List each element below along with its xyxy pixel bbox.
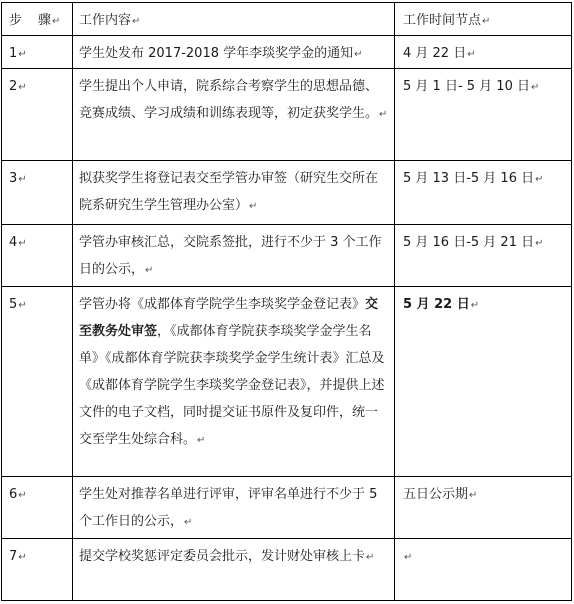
step-number: 7 bbox=[9, 549, 18, 564]
content-text: 学生处对推荐名单进行评审，评审名单进行不少于 5 个工作日的公示， bbox=[79, 487, 378, 529]
step-number: 2 bbox=[9, 79, 18, 94]
step-cell bbox=[2, 539, 73, 601]
table-row bbox=[2, 69, 572, 161]
step-number: 3 bbox=[9, 171, 18, 186]
step-cell bbox=[2, 287, 73, 477]
return-mark-icon: ↵ bbox=[379, 109, 388, 120]
return-mark-icon: ↵ bbox=[52, 16, 61, 27]
return-mark-icon: ↵ bbox=[249, 201, 258, 212]
time-text: 4 月 22 日 bbox=[403, 46, 467, 61]
time-cell bbox=[395, 477, 572, 539]
step-number: 1 bbox=[9, 46, 18, 61]
return-mark-icon: ↵ bbox=[535, 238, 544, 249]
content-cell bbox=[73, 287, 395, 477]
schedule-table bbox=[1, 2, 572, 601]
return-mark-icon: ↵ bbox=[18, 49, 27, 60]
time-text: 5 月 16 日-5 月 21 日 bbox=[403, 235, 535, 250]
table-row bbox=[2, 287, 572, 477]
header-content-label: 工作内容 bbox=[79, 13, 132, 28]
return-mark-icon: ↵ bbox=[535, 174, 544, 185]
return-mark-icon: ↵ bbox=[354, 49, 363, 60]
return-mark-icon: ↵ bbox=[404, 552, 413, 563]
time-cell bbox=[395, 69, 572, 161]
return-mark-icon: ↵ bbox=[18, 552, 27, 563]
content-text: 学管办审核汇总，交院系签批，进行不少于 3 个工作日的公示， bbox=[79, 235, 382, 277]
table-row bbox=[2, 225, 572, 287]
return-mark-icon: ↵ bbox=[470, 300, 480, 311]
time-text: 五日公示期 bbox=[403, 487, 469, 502]
content-text-bold: 交至教务处审签 bbox=[79, 297, 379, 339]
content-text: 学生处发布 2017-2018 学年李琰奖学金的通知 bbox=[79, 46, 354, 61]
return-mark-icon: ↵ bbox=[18, 490, 27, 501]
table-row bbox=[2, 36, 572, 69]
content-cell bbox=[73, 539, 395, 601]
return-mark-icon: ↵ bbox=[530, 82, 540, 93]
content-cell bbox=[73, 36, 395, 69]
header-step-char-1: 步 bbox=[9, 13, 23, 28]
header-time-label: 工作时间节点 bbox=[403, 13, 482, 28]
return-mark-icon: ↵ bbox=[482, 16, 491, 27]
header-step-cell bbox=[2, 3, 73, 36]
return-mark-icon: ↵ bbox=[467, 49, 476, 60]
content-cell bbox=[73, 477, 395, 539]
step-cell bbox=[2, 69, 73, 161]
step-number: 4 bbox=[9, 235, 18, 250]
return-mark-icon: ↵ bbox=[18, 238, 27, 249]
step-number: 6 bbox=[9, 487, 18, 502]
table-row bbox=[2, 539, 572, 601]
time-text: 5 月 13 日-5 月 16 日 bbox=[403, 171, 535, 186]
time-cell bbox=[395, 539, 572, 601]
time-cell bbox=[395, 225, 572, 287]
return-mark-icon: ↵ bbox=[145, 265, 154, 276]
return-mark-icon: ↵ bbox=[132, 16, 141, 27]
content-text: ，《成都体育学院获李琰奖学金学生名单》《成都体育学院获李琰奖学金学生统计表》汇总及《成都体育学院学生李琰奖学金登记表》，并提供上述文件的电子文档，同时提交证书原件及复印件，统一交至学生处综合科。 bbox=[79, 324, 385, 447]
step-cell bbox=[2, 161, 73, 225]
time-text: 5 月 1 日- 5 月 10 日 bbox=[403, 79, 530, 94]
content-text: 拟获奖学生将登记表交至学管办审签（研究生交所在院系研究生学生管理办公室） bbox=[79, 171, 379, 213]
table-row bbox=[2, 161, 572, 225]
step-number: 5 bbox=[9, 297, 18, 312]
table-row bbox=[2, 477, 572, 539]
return-mark-icon: ↵ bbox=[18, 300, 27, 311]
content-text: 学生提出个人申请，院系综合考察学生的思想品德、竞赛成绩、学习成绩和训练表现等，初定获奖学生。 bbox=[79, 79, 379, 121]
table-body bbox=[2, 36, 572, 601]
return-mark-icon: ↵ bbox=[18, 82, 27, 93]
header-time-cell bbox=[395, 3, 572, 36]
header-content-cell bbox=[73, 3, 395, 36]
header-step-char-2: 骤 bbox=[38, 13, 52, 28]
step-cell bbox=[2, 36, 73, 69]
content-cell bbox=[73, 69, 395, 161]
content-text: 学管办将《成都体育学院学生李琰奖学金登记表》 bbox=[79, 297, 366, 312]
return-mark-icon: ↵ bbox=[469, 490, 478, 501]
header-row bbox=[2, 3, 572, 36]
time-cell bbox=[395, 161, 572, 225]
return-mark-icon: ↵ bbox=[366, 552, 375, 563]
return-mark-icon: ↵ bbox=[197, 435, 206, 446]
content-cell bbox=[73, 225, 395, 287]
content-text: 提交学校奖惩评定委员会批示，发计财处审核上卡 bbox=[79, 549, 366, 564]
return-mark-icon: ↵ bbox=[18, 174, 27, 185]
time-text: 5 月 22 日 bbox=[403, 297, 470, 312]
time-cell bbox=[395, 287, 572, 477]
content-cell bbox=[73, 161, 395, 225]
step-cell bbox=[2, 225, 73, 287]
time-cell bbox=[395, 36, 572, 69]
step-cell bbox=[2, 477, 73, 539]
return-mark-icon: ↵ bbox=[184, 517, 193, 528]
